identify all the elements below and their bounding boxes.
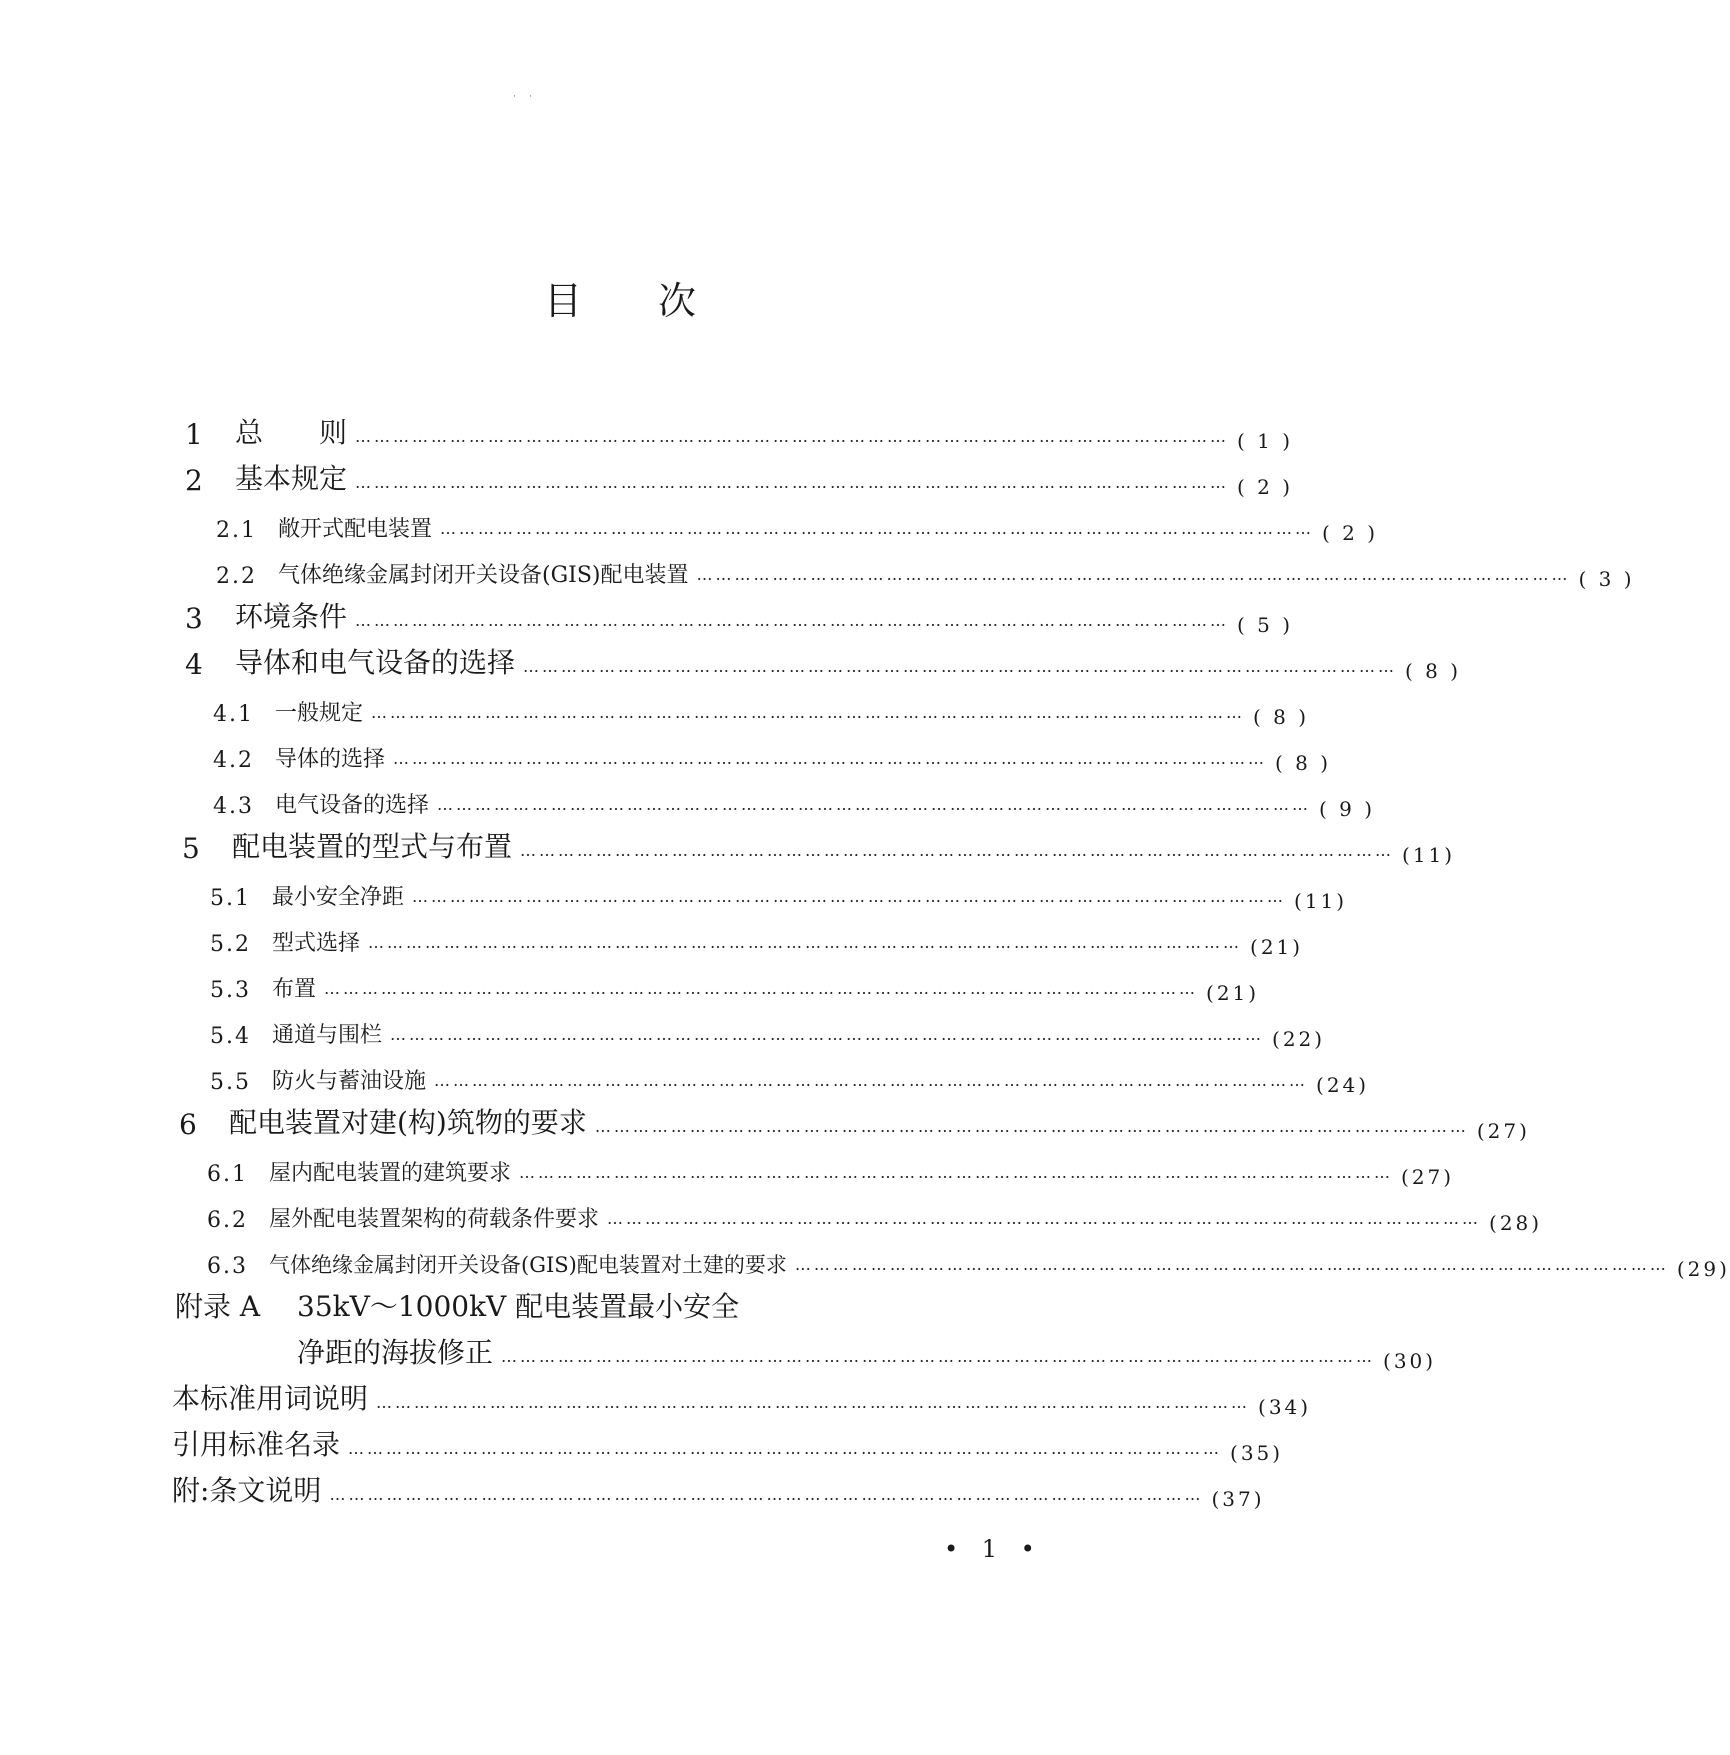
toc-page: (29)	[1676, 1257, 1730, 1281]
toc-label: 导体的选择	[275, 747, 386, 772]
leader-dots: …………………………………………………………………………………………………………………………	[390, 1025, 1265, 1044]
toc-entry-2[interactable]	[185, 453, 1294, 499]
toc-label: 本标准用词说明	[172, 1382, 369, 1415]
toc-number: 6.1	[207, 1162, 248, 1187]
page-title: 目 次	[543, 279, 696, 323]
toc-label: 环境条件	[235, 600, 348, 633]
toc-number: 附录 A	[175, 1290, 261, 1323]
toc-page: (30)	[1383, 1349, 1437, 1373]
toc-label: 最小安全净距	[272, 885, 405, 910]
toc-entry-explanation[interactable]	[172, 1465, 1265, 1511]
toc-number: 5.2	[210, 932, 251, 957]
toc-entry-5-2[interactable]	[210, 913, 1304, 959]
toc-entry-4-2[interactable]	[213, 729, 1332, 775]
toc-label: 附:条文说明	[172, 1474, 322, 1507]
toc-number: 2.1	[216, 518, 257, 543]
toc-number: 4.2	[213, 748, 254, 773]
toc-entry-5-3[interactable]	[210, 959, 1260, 1005]
leader-dots: …………………………………………………………………………………………………………………………	[376, 1393, 1251, 1412]
toc-label: 气体绝缘金属封闭开关设备(GIS)配电装置	[278, 563, 689, 588]
toc-number: 3	[185, 602, 203, 635]
toc-label: 屋外配电装置架构的荷载条件要求	[269, 1207, 600, 1232]
toc-page: (11)	[1294, 889, 1348, 913]
toc-page: ( 8 )	[1405, 659, 1462, 683]
toc-entry-4-3[interactable]	[213, 775, 1376, 821]
toc-entry-2-2[interactable]	[216, 545, 1635, 591]
toc-number: 1	[185, 418, 203, 451]
toc-number: 2.2	[216, 564, 257, 589]
toc-number: 4	[185, 648, 203, 681]
toc-page: (37)	[1211, 1487, 1265, 1511]
toc-label: 一般规定	[275, 701, 364, 726]
toc-label: 敞开式配电装置	[278, 517, 433, 542]
toc-entry-6-1[interactable]	[207, 1143, 1455, 1189]
leader-dots: …………………………………………………………………………………………………………………………	[355, 473, 1230, 492]
toc-label: 导体和电气设备的选择	[235, 646, 516, 679]
toc-label: 布置	[272, 977, 317, 1002]
toc-label: 引用标准名录	[172, 1428, 341, 1461]
toc-page: (27)	[1476, 1119, 1530, 1143]
toc-label: 屋内配电装置的建筑要求	[269, 1161, 512, 1186]
page-number: • 1 •	[944, 1535, 1043, 1563]
leader-dots: …………………………………………………………………………………………………………………………	[594, 1117, 1469, 1136]
toc-entry-6-3[interactable]	[207, 1235, 1730, 1281]
leader-dots: …………………………………………………………………………………………………………………………	[501, 1347, 1376, 1366]
leader-dots: …………………………………………………………………………………………………………………………	[355, 427, 1230, 446]
leader-dots: …………………………………………………………………………………………………………………………	[440, 519, 1315, 538]
toc-page: (24)	[1316, 1073, 1370, 1097]
leader-dots: …………………………………………………………………………………………………………………………	[368, 933, 1243, 952]
toc-label: 基本规定	[235, 462, 348, 495]
toc-page: (28)	[1489, 1211, 1543, 1235]
leader-dots: …………………………………………………………………………………………………………………………	[329, 1485, 1204, 1504]
toc-label: 电气设备的选择	[275, 793, 430, 818]
toc-page: ( 8 )	[1253, 705, 1310, 729]
toc-label: 通道与围栏	[272, 1023, 383, 1048]
toc-entry-4-1[interactable]	[213, 683, 1310, 729]
toc-entry-references[interactable]	[172, 1419, 1284, 1465]
toc-label: 配电装置对建(构)筑物的要求	[229, 1106, 587, 1139]
toc-label: 35kV～1000kV 配电装置最小安全	[297, 1290, 740, 1323]
toc-number: 2	[185, 464, 203, 497]
toc-entry-6[interactable]	[179, 1097, 1530, 1143]
toc-page: (11)	[1402, 843, 1456, 867]
toc-page: ( 9 )	[1319, 797, 1376, 821]
toc-number: 6.2	[207, 1208, 248, 1233]
toc-number: 4.3	[213, 794, 254, 819]
toc-number: 5.5	[210, 1070, 251, 1095]
toc-entry-3[interactable]	[185, 591, 1294, 637]
leader-dots: …………………………………………………………………………………………………………………………	[520, 841, 1395, 860]
toc-entry-5-5[interactable]	[210, 1051, 1370, 1097]
toc-label: 型式选择	[272, 931, 361, 956]
toc-page: (22)	[1272, 1027, 1326, 1051]
toc-entry-5-4[interactable]	[210, 1005, 1326, 1051]
toc-page: ( 1 )	[1237, 429, 1294, 453]
toc-entry-1[interactable]	[185, 407, 1294, 453]
toc-number: 4.1	[213, 702, 254, 727]
toc-number: 5.3	[210, 978, 251, 1003]
toc-entry-wording[interactable]	[172, 1373, 1312, 1419]
leader-dots: …………………………………………………………………………………………………………………………	[324, 979, 1199, 998]
toc-page: (35)	[1230, 1441, 1284, 1465]
toc-number: 5.1	[210, 886, 251, 911]
toc-entry-appendix-a-cont[interactable]	[297, 1327, 1437, 1373]
leader-dots: …………………………………………………………………………………………………………………………	[355, 611, 1230, 630]
leader-dots: …………………………………………………………………………………………………………………………	[523, 657, 1398, 676]
toc-entry-appendix-a[interactable]	[175, 1281, 1048, 1325]
toc-label: 防火与蓄油设施	[272, 1069, 427, 1094]
leader-dots: …………………………………………………………………………………………………………………………	[696, 565, 1571, 584]
toc-label: 净距的海拔修正	[297, 1336, 494, 1369]
toc-entry-6-2[interactable]	[207, 1189, 1543, 1235]
leader-dots: …………………………………………………………………………………………………………………………	[371, 703, 1246, 722]
toc-entry-2-1[interactable]	[216, 499, 1379, 545]
leader-dots: …………………………………………………………………………………………………………………………	[519, 1163, 1394, 1182]
toc-page: ( 2 )	[1322, 521, 1379, 545]
toc-page: (21)	[1250, 935, 1304, 959]
leader-dots: …………………………………………………………………………………………………………………………	[437, 795, 1312, 814]
leader-dots: …………………………………………………………………………………………………………………………	[434, 1071, 1309, 1090]
toc-entry-4[interactable]	[185, 637, 1462, 683]
toc-number: 6.3	[207, 1254, 248, 1279]
leader-dots: …………………………………………………………………………………………………………………………	[607, 1209, 1482, 1228]
leader-dots: …………………………………………………………………………………………………………………………	[794, 1255, 1669, 1274]
toc-page: (34)	[1258, 1395, 1312, 1419]
toc-label: 气体绝缘金属封闭开关设备(GIS)配电装置对土建的要求	[269, 1253, 787, 1277]
toc-page: ( 2 )	[1237, 475, 1294, 499]
toc-number: 5.4	[210, 1024, 251, 1049]
toc-number: 5	[182, 832, 200, 865]
toc-page: ( 8 )	[1275, 751, 1332, 775]
toc-page: ( 5 )	[1237, 613, 1294, 637]
toc-label: 总 则	[235, 416, 348, 449]
toc-label: 配电装置的型式与布置	[232, 830, 513, 863]
toc-page: ( 3 )	[1578, 567, 1635, 591]
toc-entry-5[interactable]	[182, 821, 1456, 867]
toc-page: (21)	[1206, 981, 1260, 1005]
leader-dots: …………………………………………………………………………………………………………………………	[348, 1439, 1223, 1458]
toc-page: (27)	[1401, 1165, 1455, 1189]
leader-dots: …………………………………………………………………………………………………………………………	[393, 749, 1268, 768]
toc-entry-5-1[interactable]	[210, 867, 1348, 913]
scan-specks: ˙ ˙	[512, 95, 538, 106]
leader-dots: …………………………………………………………………………………………………………………………	[412, 887, 1287, 906]
toc-number: 6	[179, 1108, 197, 1141]
